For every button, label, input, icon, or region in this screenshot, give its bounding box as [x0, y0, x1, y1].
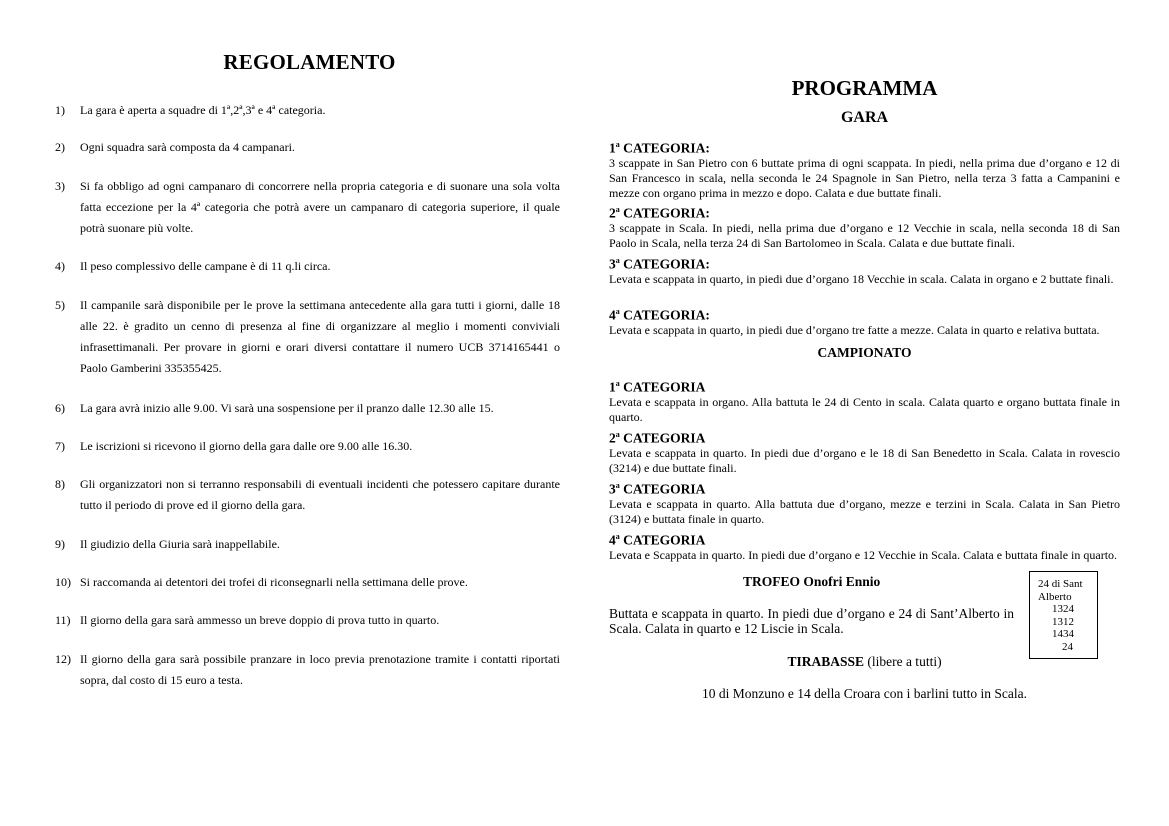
- rule-number: 8): [55, 477, 65, 491]
- rule-text: Il giorno della gara sarà possibile pranzare in loco previa prenotazione tramite i contatti riportati sopra, dal costo di 15 euro a testa.: [80, 652, 560, 687]
- box-label-line: Alberto: [1038, 590, 1072, 603]
- rule-text: Gli organizzatori non si terranno responsabili di eventuali incidenti che potessero capitare durante tutto il periodo di prove ed il giorno della gara.: [80, 477, 560, 512]
- category-heading: 2$^a$ CATEGORIA:: [609, 205, 710, 221]
- rule-item: [55, 100, 560, 121]
- category-text: 3 scappate in Scala. In piedi, nella prima due d’organo e 12 Vecchie in scala, nella seconda 18 di San Paolo in Scala, nella terza 24 di San Bartolomeo in Scala. Calata e due buttate finali.: [609, 220, 1120, 250]
- rule-number: 7): [55, 439, 65, 453]
- rule-item: [55, 610, 560, 631]
- rule-item: [55, 398, 560, 419]
- box-label-line: 24 di Sant: [1038, 578, 1083, 590]
- campionato-category: [609, 427, 1120, 476]
- campionato-category: [609, 529, 1120, 563]
- campionato-title: CAMPIONATO: [817, 345, 912, 360]
- rule-text: La gara è aperta a squadre di 1ª,2ª,3ª e 4ª categoria.: [80, 103, 326, 117]
- rule-number: 2): [55, 140, 65, 154]
- campionato-category: [609, 376, 1120, 425]
- category-heading: 2$^a$ CATEGORIA: [609, 430, 706, 446]
- rule-number: 1): [55, 103, 65, 117]
- rule-text: Il campanile sarà disponibile per le prove la settimana antecedente alla gara tutti i giorni, dalle 18 alle 22. è gradito un cenno di presenza al fine di organizzare al meglio i momenti conviviali infrasettimanali. Per provare in giorni e orari diversi contattare il numero UCB 3714165441 o Paolo Gamberini 335355425.: [80, 298, 560, 375]
- programma-title: PROGRAMMA: [791, 76, 938, 100]
- category-text: Levata e Scappata in quarto. In piedi due d’organo e 12 Vecchie in Scala. Calata e buttata finale in quarto.: [609, 547, 1118, 562]
- rule-number: 3): [55, 179, 65, 193]
- rule-number: 12): [55, 652, 71, 666]
- rule-item: [55, 176, 560, 239]
- category-text: Levata e scappata in quarto, in piedi due d’organo tre fatte a mezze. Calata in quarto e relativa buttata.: [609, 322, 1100, 337]
- rule-text: Si raccomanda ai detentori dei trofei di riconsegnarli nella settimana delle prove.: [80, 575, 468, 589]
- rule-text: Il peso complessivo delle campane è di 11 q.li circa.: [80, 259, 331, 273]
- rule-number: 11): [55, 613, 71, 627]
- category-heading: 4$^a$ CATEGORIA:: [609, 307, 710, 323]
- category-heading: 4$^a$ CATEGORIA: [609, 532, 706, 548]
- box-value: 24: [1062, 640, 1073, 653]
- category-text: Levata e scappata in quarto. Alla battuta due d’organo, mezze e terzini in Scala. Calata in San Pietro (3124) e buttata finale in quarto.: [609, 496, 1120, 526]
- box-value: 1312: [1052, 615, 1074, 628]
- rule-item: [55, 436, 560, 457]
- rule-number: 5): [55, 298, 65, 312]
- category-text: 3 scappate in San Pietro con 6 buttate prima di ogni scappata. In piedi, nella prima due d’organo e 12 di San Francesco in scala, nella seconda le 24 Spagnole in San Pietro, nella terza 3 fatta a Campanini e mezze con organo prima in mezzo e dopo. Calata e due buttate finali.: [609, 155, 1120, 200]
- tirabasse-heading: [609, 654, 1120, 670]
- box-value: 1434: [1052, 628, 1074, 640]
- rule-text: Si fa obbligo ad ogni campanaro di concorrere nella propria categoria e di suonare una sola volta fatta eccezione per la 4ª categoria che potrà avere un campanaro di categoria superiore, il quale potrà suonare più volte.: [80, 179, 560, 235]
- trofeo-title: TROFEO Onofri Ennio: [743, 574, 881, 589]
- tirabasse-text: 10 di Monzuno e 14 della Croara con i barlini tutto in Scala.: [701, 686, 1028, 701]
- regolamento-title: REGOLAMENTO: [223, 50, 396, 74]
- category-text: Levata e scappata in quarto, in piedi due d’organo 18 Vecchie in scala. Calata in organo e 2 buttate finali.: [609, 271, 1114, 286]
- category-text: Levata e scappata in quarto. In piedi due d’organo e le 18 di San Benedetto in Scala. Calata in rovescio (3214) e due buttate finali.: [609, 445, 1120, 475]
- category-text: Levata e scappata in organo. Alla battuta le 24 di Cento in scala. Calata quarto e organo buttata finale in quarto.: [609, 394, 1120, 424]
- category-heading: 1$^a$ CATEGORIA: [609, 379, 706, 395]
- trofeo-notation-box: [1029, 571, 1098, 659]
- gara-category: [609, 253, 1120, 287]
- campionato-category: [609, 478, 1120, 527]
- rule-item: [55, 256, 560, 277]
- rule-item: [55, 572, 560, 593]
- rule-text: Le iscrizioni si ricevono il giorno della gara dalle ore 9.00 alle 16.30.: [80, 439, 413, 453]
- rule-text: Il giudizio della Giuria sarà inappellabile.: [80, 537, 280, 551]
- rule-number: 6): [55, 401, 65, 415]
- category-heading: 3$^a$ CATEGORIA: [609, 481, 706, 497]
- gara-title: GARA: [840, 109, 889, 126]
- tirabasse-subtitle: (libere a tutti): [867, 654, 942, 669]
- regolamento-section: [55, 50, 560, 687]
- gara-category: [609, 202, 1120, 251]
- rule-item: [55, 137, 560, 158]
- rule-number: 9): [55, 537, 65, 551]
- rule-text: Ogni squadra sarà composta da 4 campanari.: [80, 140, 295, 154]
- rule-text: La gara avrà inizio alle 9.00. Vi sarà una sospensione per il pranzo dalle 12.30 alle 15.: [80, 401, 494, 415]
- gara-category: [609, 137, 1120, 201]
- category-heading: 3$^a$ CATEGORIA:: [609, 256, 710, 272]
- rule-item: [55, 649, 560, 691]
- rule-item: [55, 474, 560, 516]
- trofeo-text: Buttata e scappata in quarto. In piedi due d’organo e 24 di Sant’Alberto in Scala. Calata in quarto e 12 Liscie in Scala.: [609, 606, 1014, 636]
- box-value: 1324: [1052, 603, 1074, 615]
- rule-item: [55, 295, 560, 379]
- rule-item: [55, 534, 560, 555]
- rule-number: 10): [55, 575, 71, 589]
- rule-number: 4): [55, 259, 65, 273]
- gara-category: [609, 304, 1120, 338]
- category-heading: 1$^a$ CATEGORIA:: [609, 140, 710, 156]
- rule-text: Il giorno della gara sarà ammesso un breve doppio di prova tutto in quarto.: [80, 613, 440, 627]
- tirabasse-title: TIRABASSE: [787, 654, 864, 669]
